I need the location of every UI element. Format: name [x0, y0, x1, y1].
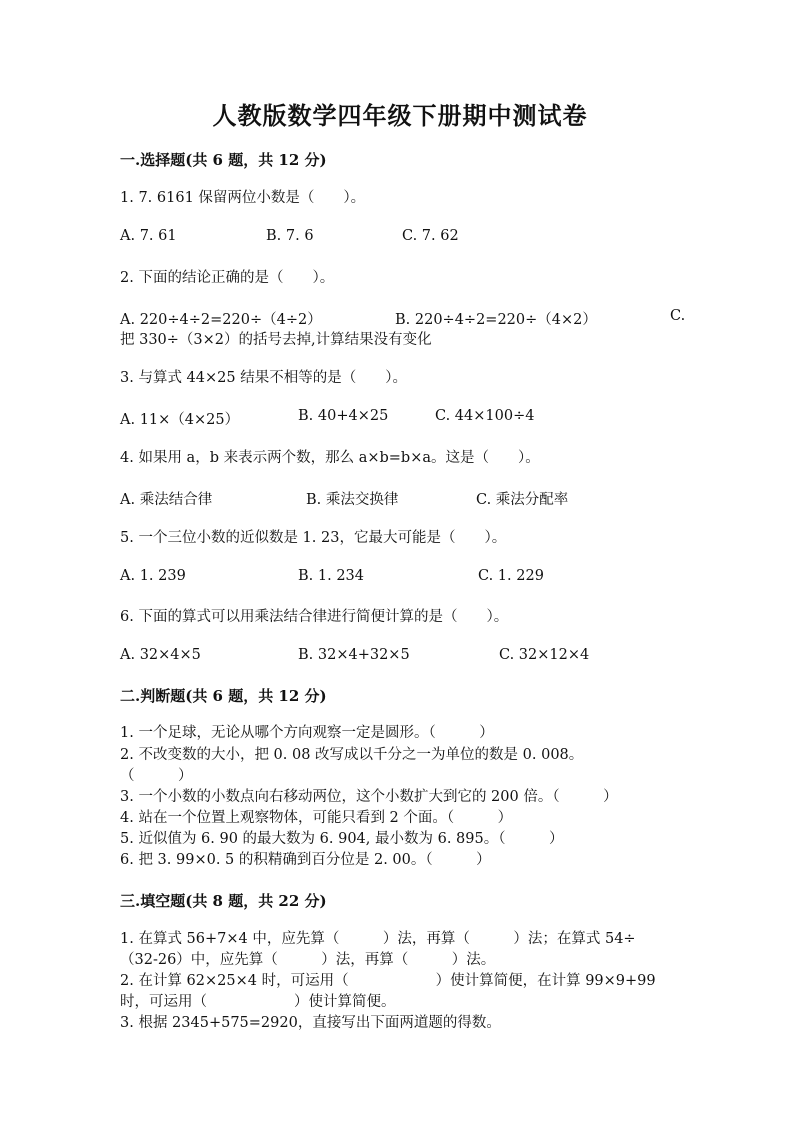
option-c: C. 1. 229 [478, 568, 544, 584]
judgement-item: 4. 站在一个位置上观察物体，可能只看到 2 个面。（ ） [120, 810, 513, 826]
option-c: C. 7. 62 [402, 228, 459, 244]
question-stem: 4. 如果用 a，b 来表示两个数，那么 a×b=b×a。这是（ ）。 [120, 450, 540, 466]
option-b: B. 7. 6 [266, 228, 314, 244]
option-b: B. 40+4×25 [298, 408, 389, 424]
option-a: A. 7. 61 [120, 228, 177, 244]
option-a: A. 1. 239 [120, 568, 186, 584]
question-stem: 2. 下面的结论正确的是（ ）。 [120, 270, 335, 286]
option-a: A. 32×4×5 [120, 647, 201, 663]
option-b: B. 1. 234 [298, 568, 364, 584]
option-c: C. 乘法分配率 [476, 492, 569, 508]
option-a: A. 乘法结合律 [120, 492, 213, 508]
judgement-item: 2. 不改变数的大小，把 0. 08 改写成以千分之一为单位的数是 0. 008。 [120, 747, 584, 763]
fill-blank-item: 3. 根据 2345+575=2920，直接写出下面两道题的得数。 [120, 1015, 501, 1031]
judgement-item-answer-bracket: （ ） [120, 768, 193, 784]
section-heading-judgement: 二.判断题(共 6 题，共 12 分) [120, 687, 327, 705]
judgement-item: 1. 一个足球，无论从哪个方向观察一定是圆形。（ ） [120, 725, 494, 741]
judgement-item: 3. 一个小数的小数点向右移动两位，这个小数扩大到它的 200 倍。（ ） [120, 789, 618, 805]
fill-blank-item: 1. 在算式 56+7×4 中，应先算（ ）法，再算（ ）法；在算式 54÷ [120, 931, 636, 947]
fill-blank-item: 2. 在计算 62×25×4 时，可运用（ ）使计算简便，在计算 99×9+99 [120, 973, 656, 989]
judgement-item: 6. 把 3. 99×0. 5 的积精确到百分位是 2. 00。（ ） [120, 852, 491, 868]
page-title: 人教版数学四年级下册期中测试卷 [212, 101, 588, 130]
option-a: A. 11×（4×25） [120, 412, 240, 428]
section-heading-fill-blank: 三.填空题(共 8 题，共 22 分) [120, 892, 327, 910]
option-c: C. 32×12×4 [499, 647, 590, 663]
fill-blank-item: （32-26）中，应先算（ ）法，再算（ ）法。 [120, 952, 496, 968]
option-c: C. 44×100÷4 [435, 408, 535, 424]
option-b: B. 乘法交换律 [306, 492, 399, 508]
option-b: B. 220÷4÷2=220÷（4×2） [395, 312, 597, 328]
option-c-text: 把 330÷（3×2）的括号去掉,计算结果没有变化 [120, 332, 432, 348]
option-c: C. [670, 308, 686, 324]
section-heading-choice: 一.选择题(共 6 题，共 12 分) [120, 151, 327, 169]
judgement-item: 5. 近似值为 6. 90 的最大数为 6. 904, 最小数为 6. 895。（ ） [120, 831, 564, 847]
question-stem: 5. 一个三位小数的近似数是 1. 23，它最大可能是（ ）。 [120, 530, 507, 546]
option-a: A. 220÷4÷2=220÷（4÷2） [120, 312, 322, 328]
question-stem: 1. 7. 6161 保留两位小数是（ ）。 [120, 190, 366, 206]
question-stem: 6. 下面的算式可以用乘法结合律进行简便计算的是（ ）。 [120, 609, 509, 625]
option-b: B. 32×4+32×5 [298, 647, 410, 663]
fill-blank-item: 时，可运用（ ）使计算简便。 [120, 994, 396, 1010]
question-stem: 3. 与算式 44×25 结果不相等的是（ ）。 [120, 370, 407, 386]
